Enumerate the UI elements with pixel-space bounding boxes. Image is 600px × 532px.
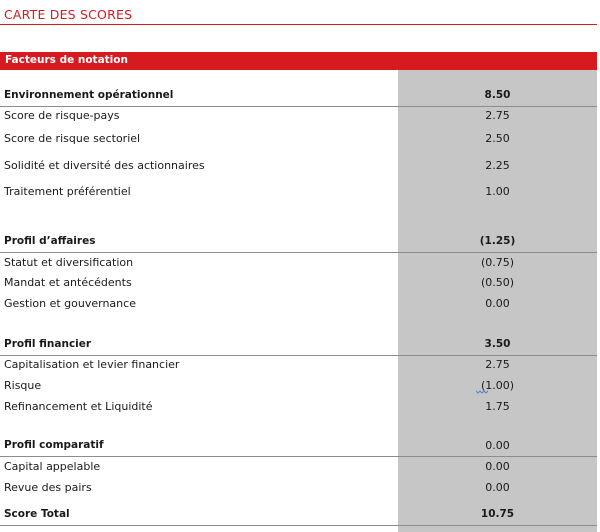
table-row	[0, 355, 597, 375]
row-label: Traitement préférentiel	[4, 185, 131, 198]
row-label: Refinancement et Liquidité	[4, 400, 153, 413]
table-row	[0, 376, 597, 396]
row-label: Profil d’affaires	[4, 235, 96, 247]
table-row	[0, 156, 597, 176]
row-value: 0.00	[485, 439, 510, 452]
table-row	[0, 457, 597, 477]
header-label: Facteurs de notation	[5, 54, 128, 66]
section-row-profil-affaires	[0, 232, 597, 253]
row-value: 1.75	[485, 400, 510, 413]
table-row	[0, 253, 597, 273]
table-row	[0, 397, 597, 417]
row-label: Gestion et gouvernance	[4, 297, 136, 310]
row-value: 0.00	[485, 481, 510, 494]
row-label: Revue des pairs	[4, 481, 92, 494]
spellcheck-squiggle-icon	[476, 390, 488, 394]
row-label: Score de risque-pays	[4, 109, 120, 122]
table-row	[0, 106, 597, 126]
row-value: 10.75	[480, 508, 515, 520]
total-row	[0, 505, 597, 526]
header-bar	[0, 52, 597, 70]
page-title: CARTE DES SCORES	[4, 7, 133, 22]
section-row-profil-comparatif	[0, 436, 597, 457]
row-value: (1.00)	[480, 379, 515, 392]
row-value: 2.50	[485, 132, 510, 145]
row-value: 2.25	[485, 159, 510, 172]
row-label: Solidité et diversité des actionnaires	[4, 159, 205, 172]
row-label: Profil comparatif	[4, 439, 104, 451]
title-divider	[0, 24, 597, 25]
row-value: 1.00	[485, 185, 510, 198]
row-label: Mandat et antécédents	[4, 276, 132, 289]
table-row	[0, 478, 597, 498]
row-label: Risque	[4, 379, 42, 392]
row-value: (1.25)	[479, 235, 516, 247]
row-label: Statut et diversification	[4, 256, 134, 269]
row-value: 2.75	[485, 109, 510, 122]
table-row	[0, 129, 597, 149]
row-value: 8.50	[484, 89, 511, 101]
row-value: 0.00	[485, 460, 510, 473]
row-label: Score Total	[4, 508, 70, 520]
row-label: Profil financier	[4, 338, 92, 350]
section-row-environnement	[0, 86, 597, 107]
row-label: Score de risque sectoriel	[4, 132, 141, 145]
row-value: (0.50)	[480, 276, 515, 289]
row-label: Capitalisation et levier financier	[4, 358, 180, 371]
table-row	[0, 294, 597, 314]
row-label: Capital appelable	[4, 460, 101, 473]
row-value: 2.75	[485, 358, 510, 371]
row-value: 3.50	[484, 338, 511, 350]
table-row	[0, 273, 597, 293]
row-value: (0.75)	[480, 256, 515, 269]
section-row-profil-financier	[0, 335, 597, 356]
row-value: 0.00	[485, 297, 510, 310]
row-label: Environnement opérationnel	[4, 89, 174, 101]
table-row	[0, 182, 597, 202]
